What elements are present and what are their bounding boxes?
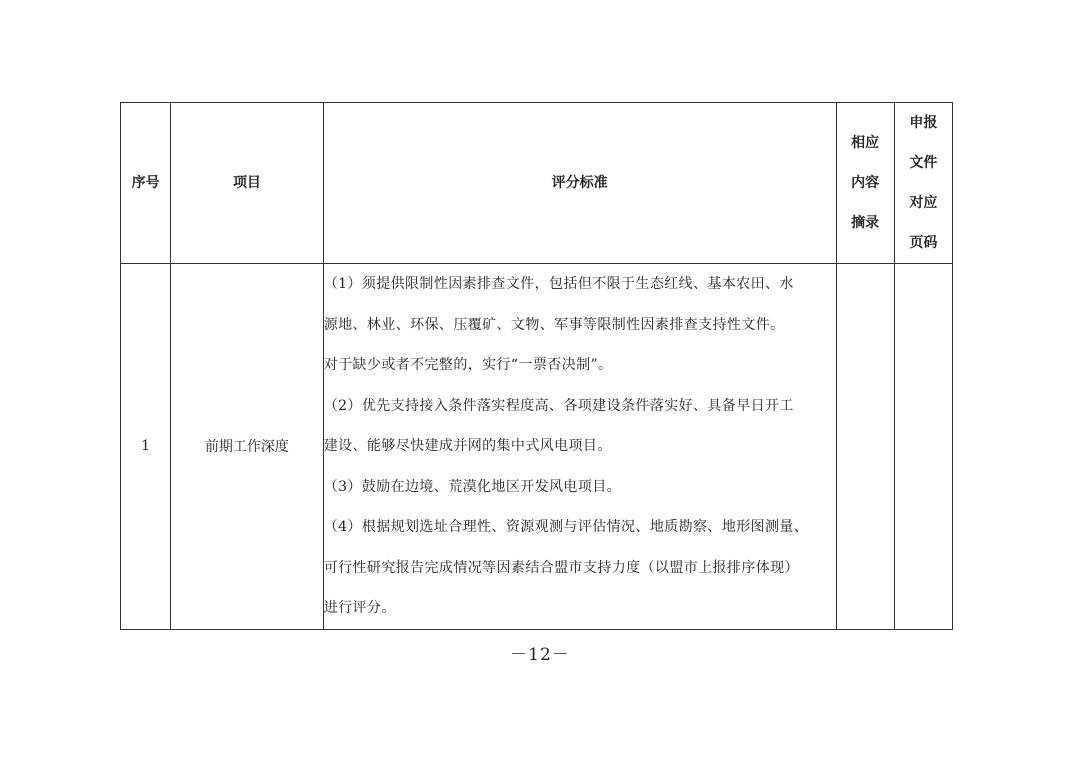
criteria-line: 源地、林业、环保、压覆矿、文物、军事等限制性因素排查支持性文件。	[323, 316, 785, 333]
header-page-line: 申报	[909, 115, 938, 131]
header-item: 项目	[171, 103, 324, 264]
header-page-ref	[894, 103, 952, 264]
criteria-line: （2）优先支持接入条件落实程度高、各项建设条件落实好、具备早日开工	[323, 397, 794, 414]
criteria-line: （1）须提供限制性因素排查文件，包括但不限于生态红线、基本农田、水	[323, 276, 794, 292]
criteria-line: （3）鼓励在边境、荒漠化地区开发风电项目。	[323, 478, 622, 495]
cell-ref-excerpt	[836, 264, 894, 630]
criteria-line: 建设、能够尽快建成并网的集中式风电项目。	[323, 438, 612, 454]
criteria-line: 进行评分。	[323, 600, 396, 616]
criteria-line: 可行性研究报告完成情况等因素结合盟市支持力度（以盟市上报排序体现）	[323, 559, 799, 576]
header-page-line: 文件	[909, 155, 938, 171]
header-page-line: 对应	[909, 195, 938, 211]
header-ref-line: 摘录	[851, 215, 880, 231]
header-ref-line: 内容	[851, 175, 880, 191]
header-seq: 序号	[121, 103, 171, 264]
page-number: －12－	[510, 645, 570, 665]
table-row	[121, 264, 953, 630]
scoring-table	[120, 102, 953, 630]
header-page-line: 页码	[909, 235, 938, 251]
cell-seq: 1	[121, 264, 171, 630]
cell-page-ref	[894, 264, 952, 630]
table-header-row	[121, 103, 953, 264]
cell-item: 前期工作深度	[171, 264, 324, 630]
header-criteria: 评分标准	[323, 103, 836, 264]
header-ref-line: 相应	[851, 135, 880, 151]
header-ref-excerpt	[836, 103, 894, 264]
cell-criteria	[323, 264, 836, 630]
criteria-line: （4）根据规划选址合理性、资源观测与评估情况、地质勘察、地形图测量、	[323, 519, 809, 535]
criteria-line: 对于缺少或者不完整的，实行“一票否决制”。	[323, 357, 613, 373]
